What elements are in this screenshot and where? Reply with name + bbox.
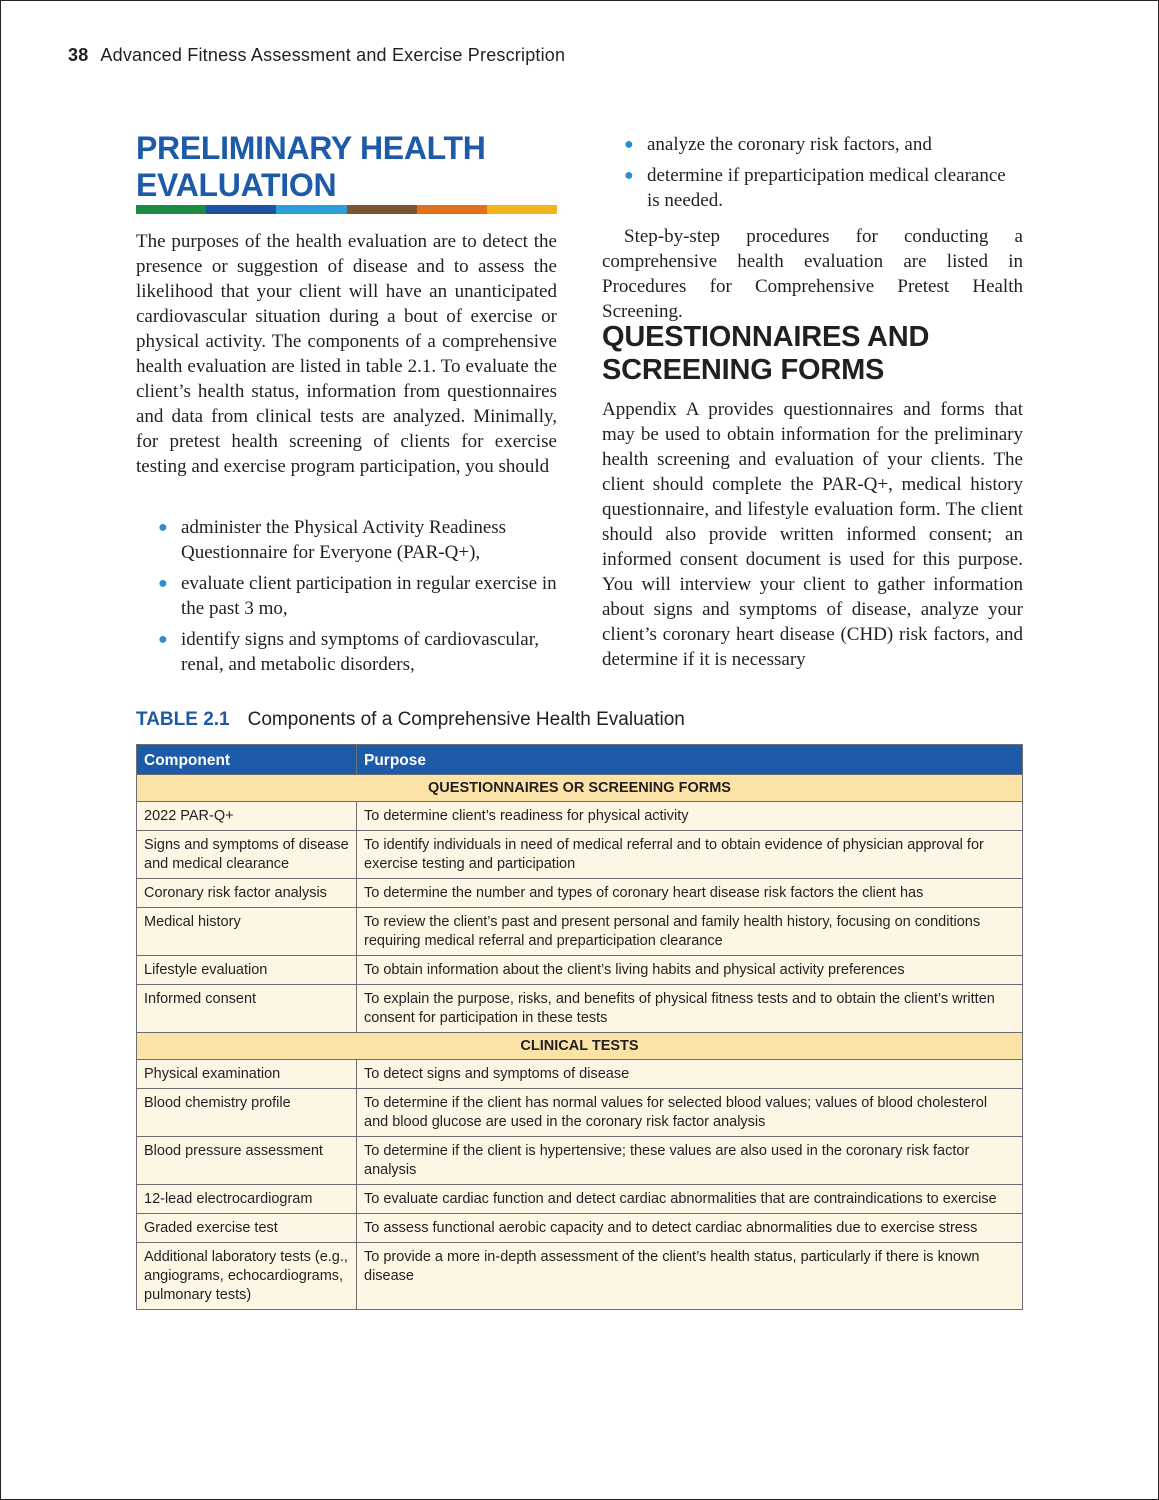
color-bar-segment: [347, 205, 417, 214]
list-item: ● analyze the coronary risk factors, and: [624, 134, 932, 155]
component-cell: Graded exercise test: [137, 1214, 357, 1243]
component-cell: Additional laboratory tests (e.g., angiograms, echocardiograms, pulmonary tests): [137, 1243, 357, 1310]
component-cell: Coronary risk factor analysis: [137, 879, 357, 908]
table-row: [137, 879, 1023, 908]
component-cell: Medical history: [137, 908, 357, 956]
color-bar-segment: [276, 205, 346, 214]
component-cell: Physical examination: [137, 1060, 357, 1089]
health-evaluation-table: [136, 744, 1023, 1310]
list-item: ● determine if preparticipation medical clearance is needed.: [624, 165, 1006, 211]
procedures-paragraph: Step-by-step procedures for conducting a comprehensive health evaluation are listed in Procedures for Comprehensive Pretest Health Screening.: [602, 226, 1023, 322]
table-row: [137, 908, 1023, 956]
color-bar-segment: [487, 205, 557, 214]
purpose-cell: To identify individuals in need of medical referral and to obtain evidence of physician approval for exercise testing and participation: [357, 831, 1023, 879]
purpose-cell: To determine client’s readiness for physical activity: [357, 802, 1023, 831]
section-heading-preliminary: PRELIMINARY HEALTH EVALUATION: [136, 130, 486, 203]
purpose-cell: To evaluate cardiac function and detect cardiac abnormalities that are contraindications to exercise: [357, 1185, 1023, 1214]
table-row: [137, 1243, 1023, 1310]
table-row: [137, 1214, 1023, 1243]
purpose-cell: To review the client’s past and present personal and family health history, focusing on conditions requiring medical referral and preparticipation clearance: [357, 908, 1023, 956]
table-group-row: [137, 1033, 1023, 1060]
column-header-purpose: Purpose: [357, 745, 1023, 775]
heading-color-bar: [136, 205, 557, 214]
bullet-list-left: [136, 515, 557, 683]
purpose-cell: To determine if the client has normal values for selected blood values; values of blood cholesterol and blood glucose are used in the coronary risk factor analysis: [357, 1089, 1023, 1137]
table-caption: [136, 709, 685, 731]
bullet-icon: ●: [624, 167, 634, 184]
table-row: [137, 802, 1023, 831]
running-head: [68, 45, 565, 66]
group-title: CLINICAL TESTS: [137, 1033, 1023, 1060]
book-title: Advanced Fitness Assessment and Exercise Prescription: [100, 45, 566, 65]
bullet-icon: ●: [158, 519, 168, 536]
component-cell: Blood chemistry profile: [137, 1089, 357, 1137]
table-row: [137, 956, 1023, 985]
list-item: ● identify signs and symptoms of cardiovascular, renal, and metabolic disorders,: [158, 629, 540, 675]
component-cell: Blood pressure assessment: [137, 1137, 357, 1185]
bullet-icon: ●: [624, 136, 634, 153]
table-row: [137, 1185, 1023, 1214]
page-number: 38: [68, 45, 89, 65]
component-cell: 2022 PAR-Q+: [137, 802, 357, 831]
purpose-cell: To detect signs and symptoms of disease: [357, 1060, 1023, 1089]
table-header-row: [137, 745, 1023, 775]
purpose-cell: To obtain information about the client’s living habits and physical activity preferences: [357, 956, 1023, 985]
table-label: TABLE 2.1: [136, 709, 230, 730]
component-cell: Signs and symptoms of disease and medical clearance: [137, 831, 357, 879]
purpose-cell: To provide a more in-depth assessment of the client’s health status, particularly if there is known disease: [357, 1243, 1023, 1310]
list-item: ● administer the Physical Activity Readiness Questionnaire for Everyone (PAR-Q+),: [158, 517, 507, 563]
purpose-cell: To assess functional aerobic capacity and to detect cardiac abnormalities due to exercise stress: [357, 1214, 1023, 1243]
group-title: QUESTIONNAIRES OR SCREENING FORMS: [137, 775, 1023, 802]
table-body: [137, 775, 1023, 1310]
component-cell: 12-lead electrocardiogram: [137, 1185, 357, 1214]
appendix-paragraph: Appendix A provides questionnaires and forms that may be used to obtain information for the preliminary health screening and evaluation of your clients. The client should complete the PAR-Q+, medical history questionnaire, and lifestyle evaluation form. The client should also provide written informed consent; an informed consent document is used for this purpose. You will interview your client to gather information about signs and symptoms of disease, analyze your client’s coronary heart disease (CHD) risk factors, and determine if it is necessary: [602, 399, 1023, 670]
table-row: [137, 831, 1023, 879]
table-row: [137, 1060, 1023, 1089]
table-row: [137, 1137, 1023, 1185]
purpose-cell: To explain the purpose, risks, and benefits of physical fitness tests and to obtain the client’s written consent for participation in these tests: [357, 985, 1023, 1033]
table-title: Components of a Comprehensive Health Evaluation: [247, 709, 685, 730]
purpose-cell: To determine the number and types of coronary heart disease risk factors the client has: [357, 879, 1023, 908]
table-group-row: [137, 775, 1023, 802]
column-header-component: Component: [137, 745, 357, 775]
purpose-cell: To determine if the client is hypertensive; these values are also used in the coronary risk factor analysis: [357, 1137, 1023, 1185]
table-row: [137, 985, 1023, 1033]
bullet-list-right: [602, 132, 1023, 219]
bullet-icon: ●: [158, 575, 168, 592]
bullet-icon: ●: [158, 631, 168, 648]
section-heading-questionnaires: QUESTIONNAIRES AND SCREENING FORMS: [602, 321, 930, 386]
intro-paragraph: The purposes of the health evaluation are to detect the presence or suggestion of disease and to assess the likelihood that your client will have an unanticipated cardiovascular situation during a bout of exercise or physical activity. The components of a comprehensive health evaluation are listed in table 2.1. To evaluate the client’s health status, information from questionnaires and data from clinical tests are analyzed. Minimally, for pretest health screening of clients for exercise testing and exercise program participation, you should: [136, 231, 557, 477]
color-bar-segment: [136, 205, 206, 214]
color-bar-segment: [206, 205, 276, 214]
component-cell: Lifestyle evaluation: [137, 956, 357, 985]
table-row: [137, 1089, 1023, 1137]
component-cell: Informed consent: [137, 985, 357, 1033]
list-item: ● evaluate client participation in regular exercise in the past 3 mo,: [158, 573, 557, 619]
color-bar-segment: [417, 205, 487, 214]
